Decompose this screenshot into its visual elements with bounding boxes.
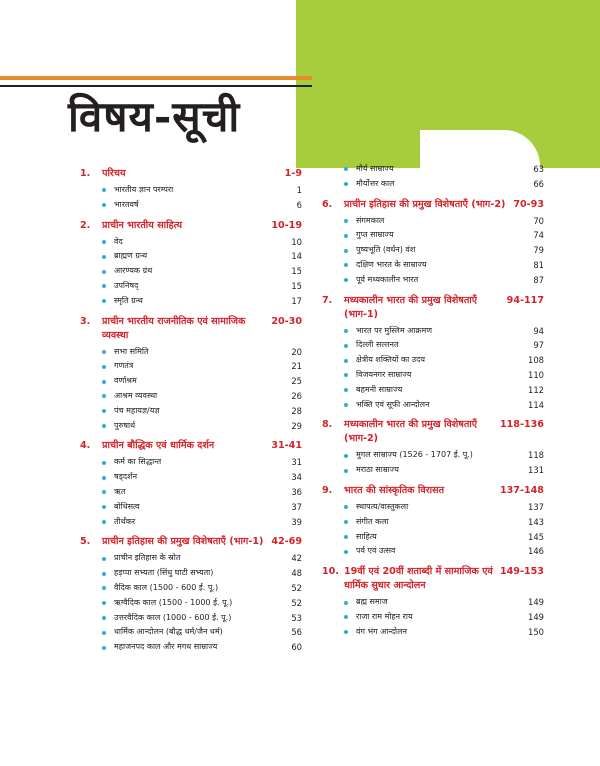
toc-item-page: 48 <box>291 568 302 579</box>
toc-item-page: 118 <box>528 450 544 461</box>
bullet-icon <box>344 388 348 392</box>
toc-item[interactable] <box>80 198 302 213</box>
chapter-number: 8. <box>322 419 333 431</box>
toc-chapter[interactable] <box>322 198 544 212</box>
toc-item-label: संगमकाल <box>356 215 385 225</box>
bullet-icon <box>102 188 106 192</box>
toc-item-label: भक्ति एवं सूफी आन्दोलन <box>356 399 430 409</box>
bullet-icon <box>102 616 106 620</box>
toc-item-label: क्षेत्रीय शक्तियों का उदय <box>356 355 426 365</box>
chapter-title: प्राचीन इतिहास की प्रमुख विशेषताएँ (भाग-2) <box>344 198 506 210</box>
toc-item-label: ऋग्वैदिक काल (1500 - 1000 ई. पू.) <box>114 597 233 607</box>
toc-item-label: ब्रह्म समाज <box>356 597 388 607</box>
chapter-number: 9. <box>322 484 333 496</box>
toc-item-page: 15 <box>291 266 302 277</box>
chapter-pages: 118-136 <box>499 419 544 431</box>
toc-item-page: 60 <box>291 642 302 653</box>
bullet-icon <box>102 520 106 524</box>
toc-item[interactable] <box>322 595 544 610</box>
chapter-number: 1. <box>80 168 91 179</box>
black-rule <box>0 85 312 87</box>
toc-item-label: भारतवर्ष <box>114 199 139 209</box>
toc-item-page: 70 <box>533 215 544 226</box>
toc-item-label: वेद <box>114 236 123 246</box>
toc-item-page: 31 <box>291 457 302 468</box>
chapter-title: प्राचीन बौद्धिक एवं धार्मिक दर्शन <box>102 440 215 452</box>
toc-item-label: आरण्यक ग्रंथ <box>114 266 153 276</box>
toc-item-label: तीर्थंकर <box>114 516 136 526</box>
toc-item[interactable] <box>80 279 302 294</box>
toc-item-page: 1 <box>296 185 302 195</box>
toc-item-label: भारत पर मुस्लिम आक्रमण <box>356 325 433 335</box>
toc-item-page: 87 <box>533 274 544 285</box>
toc-item[interactable] <box>80 264 302 279</box>
bullet-icon <box>344 454 348 458</box>
toc-item-label: पुरुषार्थ <box>114 420 136 430</box>
bullet-icon <box>102 203 106 207</box>
toc-item-label: भारतीय ज्ञान परम्परा <box>114 185 174 194</box>
toc-item[interactable] <box>322 530 544 545</box>
toc-left-column <box>80 167 302 655</box>
toc-item-page: 20 <box>291 346 302 357</box>
chapter-number: 6. <box>322 198 333 210</box>
bullet-icon <box>102 380 106 384</box>
bullet-icon <box>344 278 348 282</box>
toc-item[interactable] <box>80 294 302 309</box>
toc-item[interactable] <box>80 551 302 566</box>
bullet-icon <box>102 557 106 561</box>
toc-item[interactable] <box>80 470 302 485</box>
bullet-icon <box>344 249 348 253</box>
toc-item-page: 15 <box>291 280 302 291</box>
toc-item-label: गुप्त साम्राज्य <box>356 230 394 240</box>
toc-item-label: हड़प्पा सभ्यता (सिंधु घाटी सभ्यता) <box>114 568 214 578</box>
bullet-icon <box>344 520 348 524</box>
bullet-icon <box>344 329 348 333</box>
toc-item[interactable] <box>80 611 302 626</box>
toc-item-label: मराठा साम्राज्य <box>356 465 399 475</box>
toc-item[interactable] <box>80 235 302 250</box>
toc-item-page: 28 <box>291 405 302 416</box>
toc-item[interactable] <box>80 359 302 374</box>
toc-item[interactable] <box>80 249 302 264</box>
toc-item-page: 63 <box>533 164 544 174</box>
toc-item-label: स्मृति ग्रन्थ <box>114 295 143 305</box>
bullet-icon <box>102 284 106 288</box>
bullet-icon <box>102 461 106 465</box>
chapter-pages: 1-9 <box>284 168 302 179</box>
chapter-title: प्राचीन भारतीय राजनीतिक एवं सामाजिक व्यवस्था <box>102 315 246 341</box>
bullet-icon <box>102 476 106 480</box>
toc-item[interactable] <box>322 228 544 243</box>
toc-item-label: आश्रम व्यवस्था <box>114 390 158 400</box>
toc-item-page: 34 <box>291 472 302 483</box>
toc-item-label: साहित्य <box>356 531 377 541</box>
bullet-icon <box>102 490 106 494</box>
toc-item-label: ऋत <box>114 486 126 496</box>
toc-item-page: 26 <box>291 390 302 401</box>
toc-item[interactable] <box>80 640 302 655</box>
toc-item[interactable] <box>80 455 302 470</box>
toc-item-page: 150 <box>528 626 544 637</box>
bullet-icon <box>344 182 348 186</box>
toc-item-page: 79 <box>533 245 544 256</box>
toc-item-label: विजयनगर साम्राज्य <box>356 369 412 379</box>
toc-right-column <box>322 162 544 640</box>
toc-item-page: 14 <box>291 251 302 262</box>
chapter-number: 4. <box>80 440 91 452</box>
toc-item-page: 10 <box>291 236 302 247</box>
toc-item[interactable] <box>80 345 302 360</box>
toc-item[interactable] <box>322 368 544 383</box>
toc-item[interactable] <box>80 500 302 515</box>
toc-chapter[interactable] <box>322 294 544 322</box>
toc-item[interactable] <box>322 214 544 229</box>
bullet-icon <box>102 586 106 590</box>
toc-item-page: 17 <box>291 295 302 306</box>
toc-item-page: 110 <box>528 369 544 380</box>
toc-item-page: 97 <box>533 340 544 351</box>
bullet-icon <box>102 646 106 650</box>
toc-item-label: वंग भंग आन्दोलन <box>356 626 407 636</box>
bullet-icon <box>102 409 106 413</box>
toc-item[interactable] <box>80 515 302 530</box>
toc-item[interactable] <box>322 273 544 288</box>
toc-chapter[interactable] <box>322 418 544 446</box>
toc-item-label: बोधिसत्व <box>114 501 140 511</box>
bullet-icon <box>344 167 348 171</box>
toc-item-label: मौर्य साम्राज्य <box>356 164 394 173</box>
bullet-icon <box>344 601 348 605</box>
toc-item-page: 74 <box>533 230 544 241</box>
chapter-number: 7. <box>322 294 333 306</box>
toc-item[interactable] <box>322 515 544 530</box>
toc-item-label: ब्राह्मण ग्रन्थ <box>114 251 148 261</box>
bullet-icon <box>344 403 348 407</box>
toc-item-label: मुगल साम्राज्य (1526 - 1707 ई. पू.) <box>356 450 473 460</box>
toc-chapter[interactable] <box>80 535 302 549</box>
toc-item-label: सभा समिति <box>114 346 149 356</box>
toc-item[interactable] <box>322 383 544 398</box>
toc-item-page: 145 <box>528 531 544 542</box>
bullet-icon <box>102 365 106 369</box>
toc-item[interactable] <box>80 581 302 596</box>
toc-item-label: प्राचीन इतिहास के स्रोत <box>114 553 181 563</box>
toc-item-page: 52 <box>291 597 302 608</box>
toc-item-label: षड्दर्शन <box>114 472 138 482</box>
chapter-number: 10. <box>322 566 339 578</box>
toc-item-label: वैदिक काल (1500 - 600 ई. पू.) <box>114 582 219 592</box>
toc-item-page: 114 <box>528 399 544 410</box>
toc-item[interactable] <box>322 324 544 339</box>
chapter-pages: 94-117 <box>506 294 544 306</box>
toc-item-label: मौर्योत्तर काल <box>356 178 395 188</box>
bullet-icon <box>344 550 348 554</box>
toc-item[interactable] <box>80 596 302 611</box>
bullet-icon <box>102 240 106 244</box>
bullet-icon <box>344 535 348 539</box>
toc-item-label: पंच महायज्ञ/यज्ञ <box>114 405 160 415</box>
toc-item[interactable] <box>80 566 302 581</box>
toc-item[interactable] <box>322 500 544 515</box>
toc-item-page: 112 <box>528 384 544 395</box>
toc-item-page: 56 <box>291 627 302 638</box>
chapter-pages: 137-148 <box>499 484 544 496</box>
bullet-icon <box>344 615 348 619</box>
toc-item-label: दिल्ली सल्तनत <box>356 340 399 350</box>
toc-item-label: पर्व एवं उत्सव <box>356 546 396 556</box>
chapter-pages: 149-153 <box>499 566 544 578</box>
chapter-title: भारत की सांस्कृतिक विरासत <box>344 484 445 496</box>
bullet-icon <box>344 469 348 473</box>
chapter-title: मध्यकालीन भारत की प्रमुख विशेषताएँ (भाग-2) <box>344 419 478 445</box>
chapter-title: 19वीं एवं 20वीं शताब्दी में सामाजिक एवं धार्मिक सुधार आन्दोलन <box>344 566 493 592</box>
toc-item-label: उपनिषद् <box>114 280 139 290</box>
chapter-title: प्राचीन इतिहास की प्रमुख विशेषताएँ (भाग-1) <box>102 536 264 548</box>
chapter-title: मध्यकालीन भारत की प्रमुख विशेषताएँ (भाग-1) <box>344 294 478 320</box>
toc-item-page: 52 <box>291 582 302 593</box>
toc-item-label: वर्णाश्रम <box>114 376 137 386</box>
toc-item-page: 29 <box>291 420 302 431</box>
toc-chapter[interactable] <box>80 219 302 233</box>
toc-item-label: कर्म का सिद्धान्त <box>114 457 162 467</box>
chapter-title: परिचय <box>102 168 126 179</box>
toc-item-page: 108 <box>528 355 544 366</box>
toc-item[interactable] <box>322 258 544 273</box>
toc-item[interactable] <box>322 162 544 177</box>
toc-item-label: बहमनी साम्राज्य <box>356 384 403 394</box>
toc-item-page: 53 <box>291 612 302 623</box>
toc-item-page: 81 <box>533 259 544 270</box>
chapter-pages: 20-30 <box>271 315 302 327</box>
toc-item-label: दक्षिण भारत के साम्राज्य <box>356 259 427 269</box>
toc-item[interactable] <box>322 625 544 640</box>
toc-item-page: 37 <box>291 501 302 512</box>
bullet-icon <box>102 572 106 576</box>
bullet-icon <box>344 234 348 238</box>
toc-chapter[interactable] <box>322 484 544 498</box>
bullet-icon <box>102 270 106 274</box>
toc-item[interactable] <box>322 338 544 353</box>
toc-item[interactable] <box>80 485 302 500</box>
chapter-number: 2. <box>80 219 91 231</box>
toc-item[interactable] <box>322 463 544 478</box>
bullet-icon <box>344 373 348 377</box>
bullet-icon <box>102 394 106 398</box>
chapter-number: 3. <box>80 315 91 327</box>
toc-item-label: पूर्व मध्यकालीन भारत <box>356 274 419 284</box>
toc-item[interactable] <box>322 544 544 559</box>
bullet-icon <box>102 601 106 605</box>
bullet-icon <box>344 505 348 509</box>
bullet-icon <box>344 263 348 267</box>
bullet-icon <box>344 219 348 223</box>
toc-item[interactable] <box>80 625 302 640</box>
toc-item[interactable] <box>80 374 302 389</box>
toc-item[interactable] <box>80 419 302 434</box>
toc-item-page: 6 <box>296 199 302 210</box>
toc-item[interactable] <box>322 177 544 192</box>
page-title: विषय-सूची <box>68 92 241 141</box>
bullet-icon <box>344 359 348 363</box>
bullet-icon <box>344 630 348 634</box>
toc-item[interactable] <box>322 398 544 413</box>
toc-item-page: 149 <box>528 597 544 608</box>
bullet-icon <box>344 344 348 348</box>
toc-item-label: स्थापत्य/वास्तुकला <box>356 501 409 511</box>
toc-item-label: संगीत कला <box>356 516 389 526</box>
toc-item-label: पुष्यभूति (वर्धन) वंश <box>356 245 416 255</box>
chapter-number: 5. <box>80 536 91 548</box>
chapter-pages: 42-69 <box>271 536 302 548</box>
chapter-pages: 10-19 <box>271 219 302 231</box>
bullet-icon <box>102 350 106 354</box>
toc-item-page: 66 <box>533 178 544 189</box>
toc-item-page: 39 <box>291 516 302 527</box>
toc-item[interactable] <box>80 389 302 404</box>
chapter-pages: 31-41 <box>271 440 302 452</box>
toc-item-label: उत्तरवैदिक काल (1000 - 600 ई. पू.) <box>114 612 232 622</box>
toc-item-page: 149 <box>528 611 544 622</box>
toc-item[interactable] <box>322 243 544 258</box>
bullet-icon <box>102 505 106 509</box>
bullet-icon <box>102 424 106 428</box>
toc-item-page: 137 <box>528 501 544 512</box>
bullet-icon <box>102 631 106 635</box>
toc-item[interactable] <box>80 404 302 419</box>
toc-item-page: 36 <box>291 486 302 497</box>
bullet-icon <box>102 299 106 303</box>
toc-chapter[interactable] <box>80 439 302 453</box>
toc-item[interactable] <box>322 448 544 463</box>
toc-item-page: 42 <box>291 553 302 564</box>
toc-item-label: गणतंत्र <box>114 361 134 371</box>
toc-item-page: 21 <box>291 361 302 372</box>
toc-item-label: महाजनपद काल और मगध साम्राज्य <box>114 642 218 652</box>
toc-item-label: धार्मिक आन्दोलन (बौद्ध धर्म/जैन धर्म) <box>114 627 223 637</box>
toc-chapter[interactable] <box>80 167 302 181</box>
toc-item-label: राजा राम मोहन राय <box>356 611 413 621</box>
toc-chapter[interactable] <box>322 565 544 593</box>
toc-item[interactable] <box>80 183 302 198</box>
chapter-title: प्राचीन भारतीय साहित्य <box>102 219 183 231</box>
toc-item-page: 94 <box>533 325 544 336</box>
toc-item[interactable] <box>322 610 544 625</box>
toc-item-page: 146 <box>528 546 544 557</box>
chapter-pages: 70-93 <box>513 198 544 210</box>
toc-item-page: 143 <box>528 516 544 527</box>
toc-chapter[interactable] <box>80 315 302 343</box>
toc-item-page: 25 <box>291 376 302 387</box>
toc-item[interactable] <box>322 353 544 368</box>
orange-rule <box>0 76 312 80</box>
toc-item-page: 131 <box>528 465 544 476</box>
bullet-icon <box>102 255 106 259</box>
